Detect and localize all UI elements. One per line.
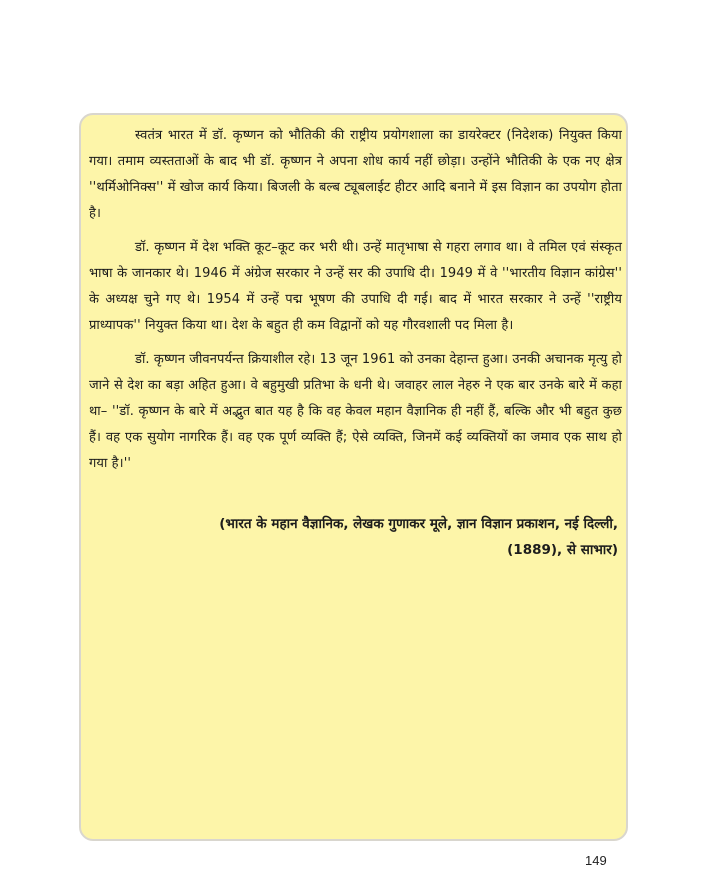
passage-box	[79, 113, 628, 841]
source-citation-line-2: (1889), से साभार)	[507, 542, 618, 558]
passage-content	[81, 115, 630, 563]
page-number: 149	[585, 853, 607, 868]
paragraph-3: डॉ. कृष्णन जीवनपर्यन्त क्रियाशील रहे। 13 जून 1961 को उनका देहान्त हुआ। उनकी अचानक मृत्यु हो जाने से देश का बड़ा अहित हुआ। वे बहुमुखी प्रतिभा के धनी थे। जवाहर लाल नेहरु ने एक बार उनके बारे में कहा था– ''डॉ. कृष्णन के बारे में अद्भुत बात यह है कि वह केवल महान वैज्ञानिक ही नहीं हैं, बल्कि और भी बहुत कुछ हैं। वह एक सुयोग नागरिक हैं। वह एक पूर्ण व्यक्ति हैं; ऐसे व्यक्ति, जिनमें कई व्यक्तियों का जमाव एक साथ हो गया है।''	[89, 352, 622, 471]
source-citation	[139, 511, 618, 563]
source-citation-line-1: (भारत के महान वैज्ञानिक, लेखक गुणाकर मूले, ज्ञान विज्ञान प्रकाशन, नई दिल्ली,	[219, 516, 618, 532]
paragraph-2: डॉ. कृष्णन में देश भक्ति कूट–कूट कर भरी थी। उन्हें मातृभाषा से गहरा लगाव था। वे तमिल एवं संस्कृत भाषा के जानकार थे। 1946 में अंग्रेज सरकार ने उन्हें सर की उपाधि दी। 1949 में वे ''भारतीय विज्ञान कांग्रेस'' के अध्यक्ष चुने गए थे। 1954 में उन्हें पद्म भूषण की उपाधि दी गई। बाद में भारत सरकार ने उन्हें ''राष्ट्रीय प्राध्यापक'' नियुक्त किया था। देश के बहुत ही कम विद्वानों को यह गौरवशाली पद मिला है।	[89, 240, 622, 333]
paragraph-1: स्वतंत्र भारत में डॉ. कृष्णन को भौतिकी की राष्ट्रीय प्रयोगशाला का डायरेक्टर (निदेशक) नियुक्त किया गया। तमाम व्यस्तताओं के बाद भी डॉ. कृष्णन ने अपना शोध कार्य नहीं छोड़ा। उन्होंने भौतिकी के एक नए क्षेत्र ''थर्मिओनिक्स'' में खोज कार्य किया। बिजली के बल्ब ट्यूबलाईट हीटर आदि बनाने में इस विज्ञान का उपयोग होता है।	[89, 128, 622, 221]
